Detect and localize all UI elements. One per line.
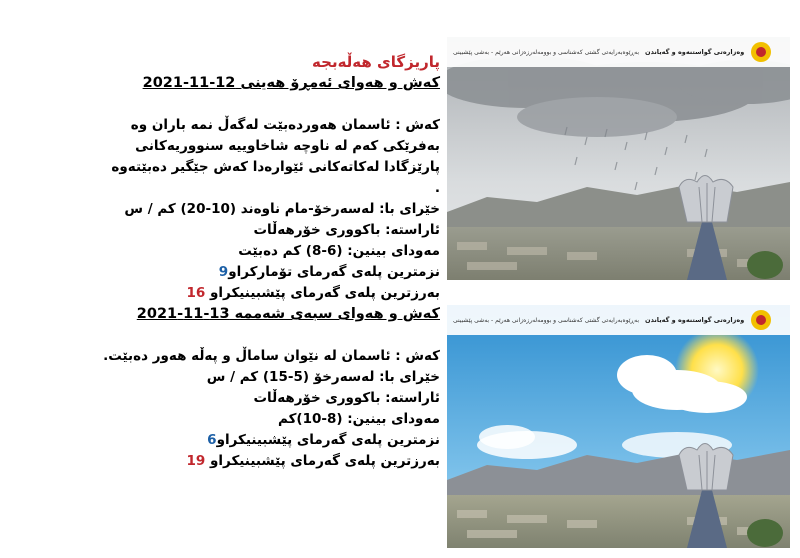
min-temp-value: 6: [207, 432, 217, 448]
day1-max-temp: [110, 283, 440, 304]
max-temp-value: 19: [186, 453, 206, 469]
forecast-text: [103, 52, 440, 472]
tree: [747, 251, 783, 279]
rain-scene: [447, 37, 790, 280]
page-title: پاریزگای هەڵەبجە: [312, 53, 440, 71]
day2-description: کەش : ئاسمان لە نێوان ساماڵ و پەڵە هەور دەبێت.: [103, 348, 440, 364]
spacer: [110, 94, 440, 115]
day1-visibility: مەودای بینین: (6-8) کم دەبێت: [238, 243, 440, 259]
town: [447, 227, 790, 280]
day2-wind-speed: خێرای با: لەسەرخۆ (5-15) کم / س: [206, 369, 440, 385]
day1-heading: کەش و هەوای ئەمڕۆ هەینی 12-11-2021: [142, 75, 440, 91]
ministry-banner: [447, 37, 790, 67]
day2-max-temp: [110, 451, 440, 472]
ministry-name: وەزارەتی گواستنەوە و گەیاندن: [645, 48, 745, 56]
day2-min-temp: [110, 430, 440, 451]
day2-heading: کەش و هەوای سبەی شەممە 13-11-2021: [136, 306, 440, 322]
department-name: بەڕێوەبەرایەتی گشتی کەشناسی و بوومەلەرزەزانی هەرێم - بەشی پێشبینی: [453, 48, 640, 56]
ministry-banner: [447, 305, 790, 335]
day2-wind-direction: ئاراستە: باکووری خۆرهەڵات: [253, 390, 440, 406]
sunny-scene: [447, 305, 790, 548]
day1-wind-speed: خێرای با: لەسەرخۆ-مام ناوەند (10-20) کم / س: [124, 201, 440, 217]
sunny-forecast-image: [447, 305, 790, 548]
day1-min-temp: [110, 262, 440, 283]
day2-visibility: مەودای بینین: (8-10)کم: [277, 411, 440, 427]
rain-forecast-image: [447, 37, 790, 280]
max-temp-label: بەرزترین پلەی گەرمای پێشبینیکراو: [205, 285, 440, 301]
emblem-icon: [750, 308, 772, 332]
town: [447, 495, 790, 548]
max-temp-label: بەرزترین پلەی گەرمای پێشبینیکراو: [205, 453, 440, 469]
max-temp-value: 16: [186, 285, 206, 301]
min-temp-label: نزمترین پلەی گەرمای تۆمارکراو: [228, 264, 440, 280]
department-name: بەڕێوەبەرایەتی گشتی کەشناسی و بوومەلەرزەزانی هەرێم - بەشی پێشبینی: [453, 316, 640, 324]
emblem-icon: [750, 40, 772, 64]
day1-description: کەش : ئاسمان هەوردەبێت لەگەڵ نمە باران وە بەفرێکی کەم لە ناوچە شاخاوییە سنووریەکانی پارێزگادا لەکاتەکانی ئێوارەدا کەش جێگیر دەبێتەوە .: [111, 117, 440, 196]
tree: [747, 519, 783, 547]
min-temp-value: 9: [218, 264, 229, 280]
ministry-name: وەزارەتی گواستنەوە و گەیاندن: [645, 316, 745, 324]
day1-wind-direction: ئاراستە: باکووری خۆرهەڵات: [253, 222, 440, 238]
spacer: [110, 325, 440, 346]
min-temp-label: نزمترین پلەی گەرمای پێشبینیکراو: [216, 432, 440, 448]
